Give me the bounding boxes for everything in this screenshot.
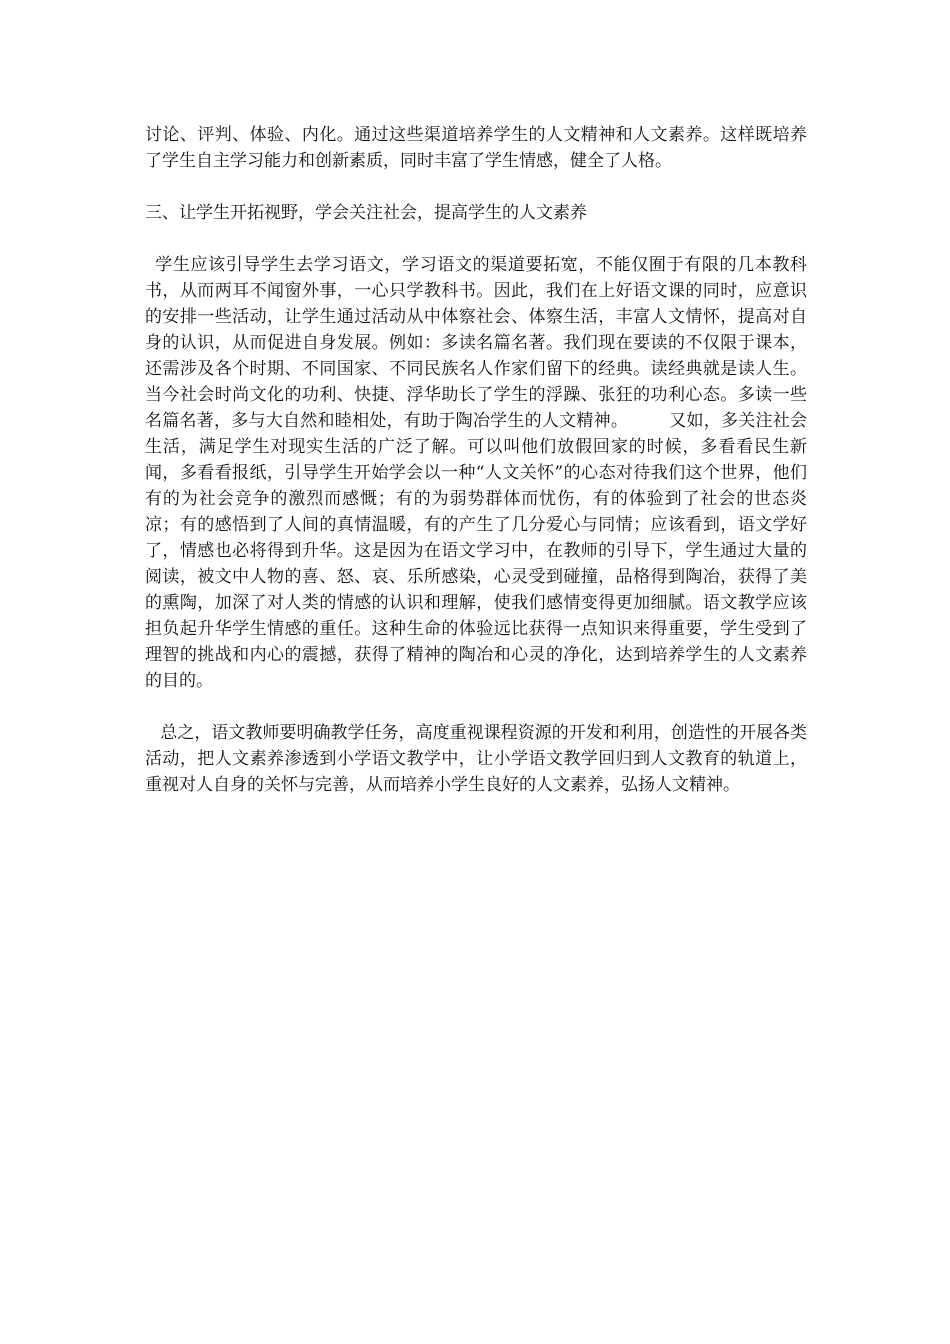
paragraph-gap xyxy=(145,694,807,720)
paragraph-section-3 xyxy=(145,252,807,694)
paragraph-conclusion: 总之，语文教师要明确教学任务，高度重视课程资源的开发和利用，创造性的开展各类活动，把人文素养渗透到小学语文教学中，让小学语文教学回归到人文教育的轨道上，重视对人自身的关怀与完善，从而培养小学生良好的人文素养，弘扬人文精神。 xyxy=(145,723,807,795)
section-heading-3: 三、让学生开拓视野，学会关注社会，提高学生的人文素养 xyxy=(145,203,587,223)
paragraph-section-3-part-b: 又如，多关注社会生活，满足学生对现实生活的广泛了解。可以叫他们放假回家的时候，多看看民生新闻，多看看报纸，引导学生开始学会以一种“人文关怀”的心态对待我们这个世界，他们有的为社会竞争的激烈而感慨；有的为弱势群体而忧伤，有的体验到了社会的世态炎凉；有的感悟到了人间的真情温暖，有的产生了几分爱心与同情；应该看到，语文学好了，情感也必将得到升华。这是因为在语文学习中，在教师的引导下，学生通过大量的阅读，被文中人物的喜、怒、哀、乐所感染，心灵受到碰撞，品格得到陶冶，获得了美的熏陶，加深了对人类的情感的认识和理解，使我们感情变得更加细腻。语文教学应该担负起升华学生情感的重任。这种生命的体验远比获得一点知识来得重要，学生受到了理智的挑战和内心的震撼，获得了精神的陶冶和心灵的净化，达到培养学生的人文素养的目的。 xyxy=(145,411,808,691)
document-body xyxy=(145,122,807,798)
paragraph-section-3-part-a: 学生应该引导学生去学习语文，学习语文的渠道要拓宽，不能仅囿于有限的几本教科书，从而两耳不闻窗外事，一心只学教科书。因此，我们在上好语文课的同时，应意识的安排一些活动，让学生通过活动从中体察社会、体察生活，丰富人文情怀，提高对自身的认识，从而促进自身发展。例如：多读名篇名著。我们现在要读的不仅限于课本，还需涉及各个时期、不同国家、不同民族名人作家们留下的经典。读经典就是读人生。当今社会时尚文化的功利、快捷、浮华助长了学生的浮躁、张狂的功利心态。多读一些名篇名著，多与大自然和睦相处，有助于陶冶学生的人文精神。 xyxy=(145,255,807,431)
paragraph-gap xyxy=(145,226,807,252)
paragraph-intro: 讨论、评判、体验、内化。通过这些渠道培养学生的人文精神和人文素养。这样既培养了学生自主学习能力和创新素质，同时丰富了学生情感，健全了人格。 xyxy=(145,125,807,171)
paragraph-gap xyxy=(145,174,807,200)
